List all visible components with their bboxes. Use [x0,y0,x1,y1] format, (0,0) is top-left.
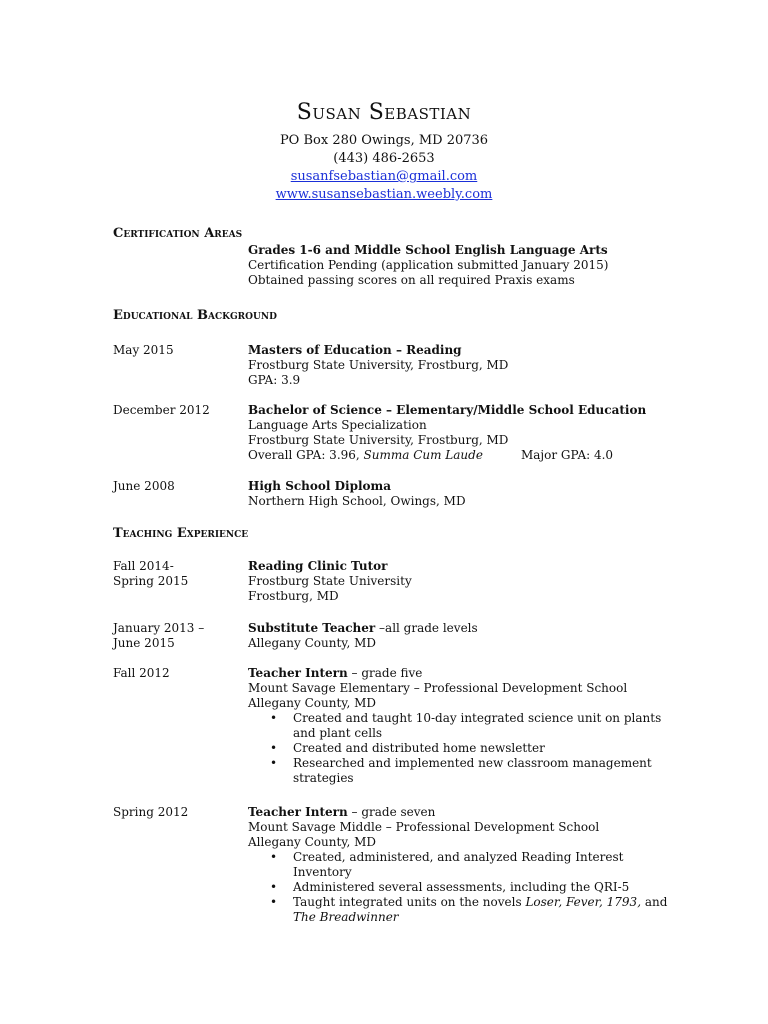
novel-titles: Loser, Fever, 1793, [525,895,642,909]
certification-grades: Grades 1-6 and Middle School English Language Arts [248,243,608,257]
education-date: June 2008 [113,479,175,493]
teaching-place: Frostburg, MD [248,589,339,603]
bullet-item: • Created, administered, and analyzed Reading Interest Inventory [248,850,673,880]
teaching-date-end: June 2015 [113,636,175,650]
education-school: Frostburg State University, Frostburg, MD [248,433,509,447]
teaching-date-start: January 2013 – [113,621,205,635]
teaching-place: Allegany County, MD [248,696,377,710]
education-degree: High School Diploma [248,479,392,493]
resume-header [0,98,768,204]
teaching-date-start: Fall 2014- [113,559,174,573]
teaching-role-suffix: –all grade levels [375,621,478,635]
education-degree: Masters of Education – Reading [248,343,462,357]
education-gpa: GPA: 3.9 [248,373,301,387]
teaching-role-line [248,621,673,636]
bullet-list [248,850,673,925]
bullet-item [248,895,673,925]
teaching-role: Reading Clinic Tutor [248,559,388,573]
major-gpa: Major GPA: 4.0 [520,448,614,462]
teaching-role-line [248,666,673,681]
education-school: Northern High School, Owings, MD [248,494,466,508]
teaching-role: Substitute Teacher [248,621,376,635]
bullet-item: • Created and distributed home newsletter [248,741,673,756]
teaching-role-suffix: – grade five [347,666,423,680]
teaching-place: Allegany County, MD [248,636,377,650]
teaching-date-start: Spring 2012 [113,805,189,819]
address: PO Box 280 Owings, MD 20736 [279,133,489,148]
teaching-org: Mount Savage Middle – Professional Development School [248,820,600,834]
teaching-role: Teacher Intern [248,805,348,819]
section-heading-certification: Certification Areas [113,226,243,241]
bullet-item: • Created and taught 10-day integrated science unit on plants and plant cells [248,711,673,741]
novel-title-last: The Breadwinner [293,910,399,924]
bullet-item: • Researched and implemented new classroom management strategies [248,756,673,786]
certification-praxis: Obtained passing scores on all required Praxis exams [248,273,575,287]
teaching-date-end: Spring 2015 [113,574,189,588]
teaching-place: Allegany County, MD [248,835,377,849]
conjunction: and [641,895,668,909]
teaching-role-line [248,805,673,820]
education-school: Frostburg State University, Frostburg, MD [248,358,509,372]
website-link[interactable]: www.susansebastian.weebly.com [275,187,493,202]
bullet-list [248,711,673,786]
phone: (443) 486-2653 [333,151,435,166]
email-link[interactable]: susanfsebastian@gmail.com [290,169,478,184]
teaching-date-start: Fall 2012 [113,666,170,680]
teaching-org: Mount Savage Elementary – Professional Development School [248,681,628,695]
education-date: May 2015 [113,343,174,357]
certification-status: Certification Pending (application submitted January 2015) [248,258,609,272]
candidate-name: Susan Sebastian [296,100,472,125]
teaching-role: Teacher Intern [248,666,348,680]
education-specialization: Language Arts Specialization [248,418,427,432]
section-heading-education: Educational Background [113,308,277,323]
education-degree: Bachelor of Science – Elementary/Middle School Education [248,403,647,417]
bullet-prefix: Taught integrated units on the novels [293,895,526,909]
teaching-org: Frostburg State University [248,574,412,588]
bullet-item: • Administered several assessments, including the QRI-5 [248,880,673,895]
education-date: December 2012 [113,403,210,417]
honors: Summa Cum Laude [363,448,483,462]
education-gpa-line [248,448,673,463]
teaching-role-suffix: – grade seven [347,805,436,819]
overall-gpa: Overall GPA: 3.96, [248,448,364,462]
section-heading-teaching: Teaching Experience [113,526,249,541]
